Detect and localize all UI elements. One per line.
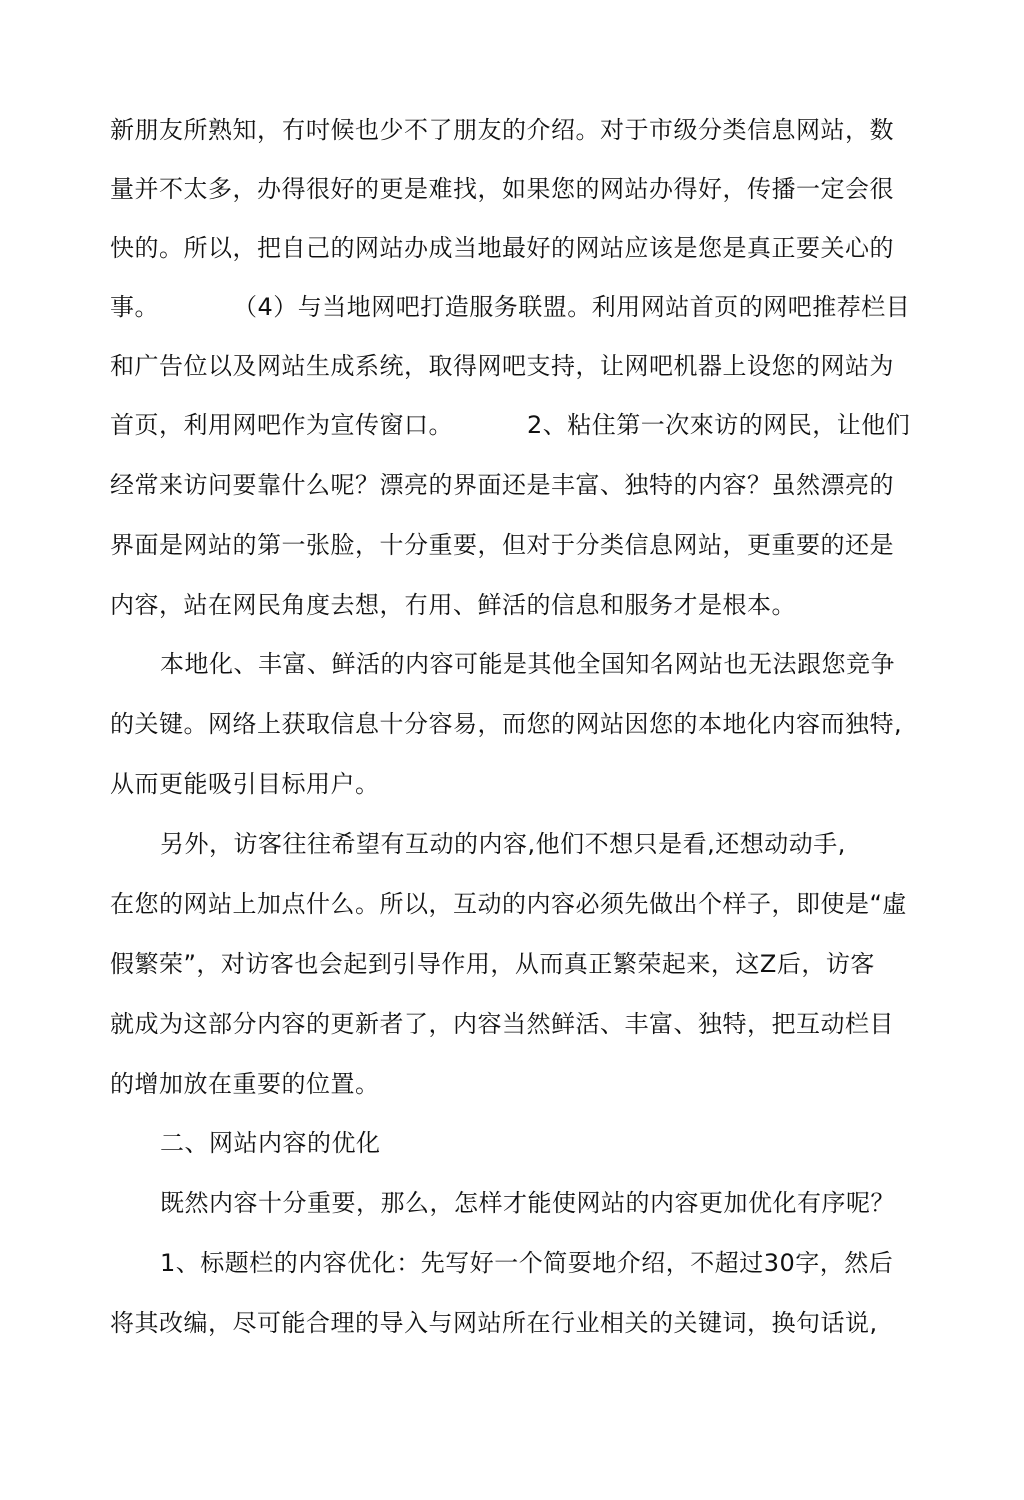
text-line: 将其改编，尽可能合理的导入与网站所在行业相关的关键词，换句话说, [110,1309,878,1337]
text-fragment: 2、粘住第一次來访的网民，让他们 [527,411,911,439]
text-line: 新朋友所熟知，冇吋候也少不了朋友的介绍。对于市级分类信息网站，数 [110,116,894,144]
text-line: 从而更能吸引目标用户。 [110,770,380,798]
text-line: 量并不太多，办得很好的更是难找，如果您的网站办得好，传播一定会很 [110,175,894,203]
text-line: 既然内容十分重要，那么，怎样才能使网站的内容更加优化有序呢？ [160,1189,895,1217]
text-fragment: （4）与当地网吧打造服务联盟。利用网站首页的网吧推荐栏目 [233,293,911,321]
text-line: 经常来访问要靠什么呢？漂亮的界面还是丰富、独特的内容？虽然漂亮的 [110,471,894,499]
section-heading: 二、网站内容的优化 [160,1129,381,1157]
text-line [110,409,910,441]
text-line: 的增加放在重要的位置。 [110,1070,380,1098]
text-line: 快的。所以，把自己的网站办成当地最好的网站应该是您是真正要关心的 [110,234,894,262]
text-fragment: 首页，利用网吧作为宣传窗口。 [110,411,453,439]
text-line [110,291,910,323]
text-line: 的关键。网络上获取信息十分容易，而您的网站因您的本地化内容而独特, [110,710,903,738]
text-line: 界面是网站的第一张脸，十分重要，但对于分类信息网站，更重要的还是 [110,531,894,559]
text-fragment: 事。 [110,293,159,321]
text-line: 1、标题栏的内容优化：先写好一个简耍地介绍，不超过30字，然后 [160,1249,894,1277]
text-line: 就成为这部分内容的更新者了，内容当然鲜活、丰富、独特，把互动栏目 [110,1010,894,1038]
text-line: 本地化、丰富、鲜活的内容可能是其他全国知名网站也无法跟您竞争 [160,650,895,678]
text-line: 在您的网站上加点什么。所以，互动的内容必须先做出个样子，即使是“虛 [110,890,907,918]
text-line: 假繁荣”，对访客也会起到引导作用，从而真正繁荣起来，这Z后，访客 [110,950,875,978]
text-line: 另外，访客往往希望有互动的内容,他们不想只是看,还想动动手, [160,830,846,858]
text-line: 内容，站在网民角度去想，冇用、鲜活的信息和服务才是根本。 [110,591,796,619]
text-line: 和广告位以及网站生成系统，取得网吧支持，让网吧机器上设您的网站为 [110,352,894,380]
